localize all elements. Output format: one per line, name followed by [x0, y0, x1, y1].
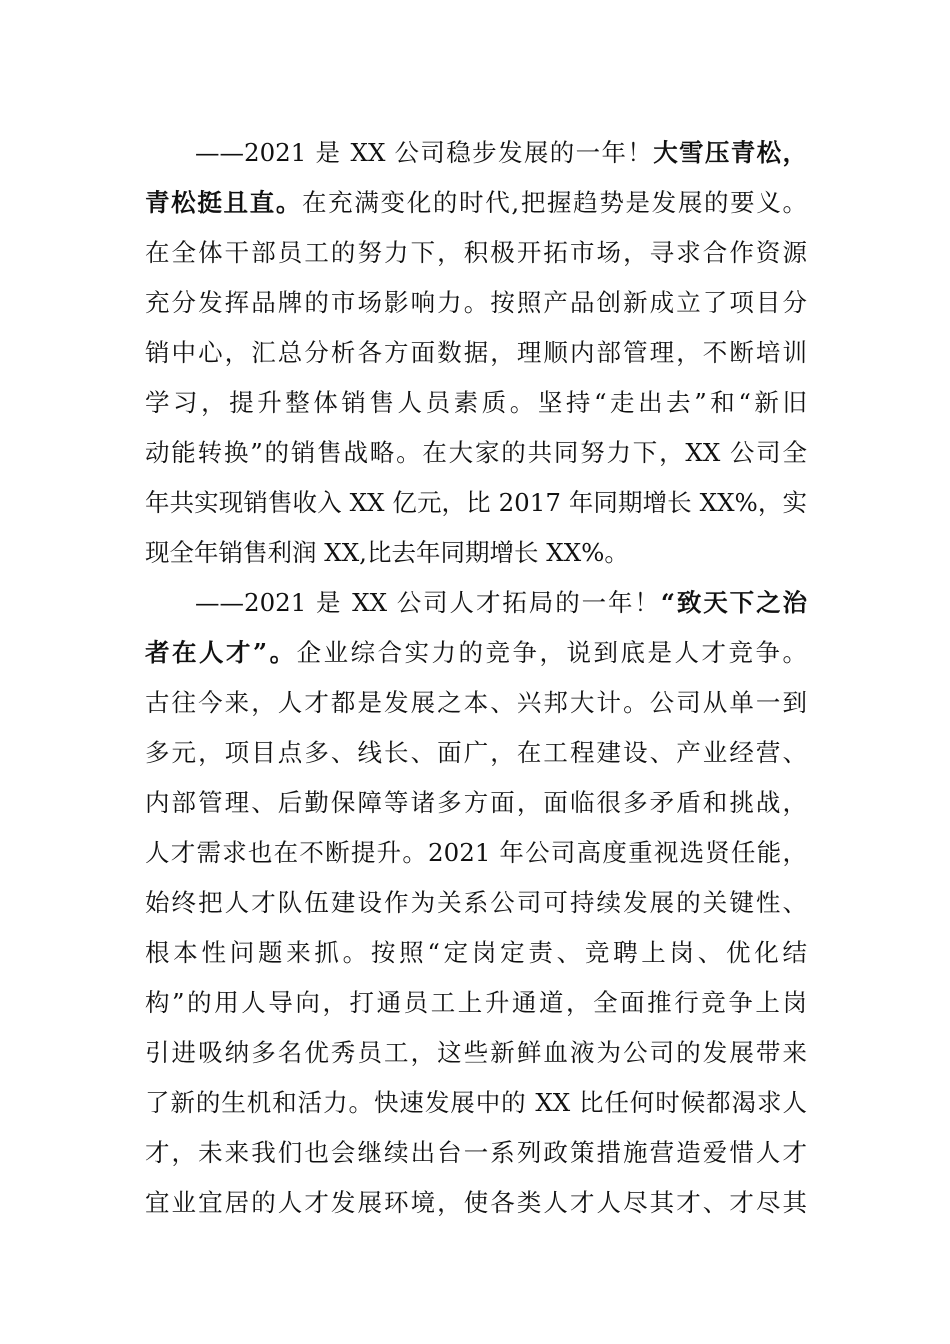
- paragraph-2-line-2: [145, 633, 807, 673]
- text-run: 学习，提升整体销售人员素质。坚持“走出去”和“新旧: [145, 388, 807, 417]
- text-run: 宜业宜居的人才发展环境，使各类人才人尽其才、才尽其: [145, 1188, 807, 1217]
- paragraph-2-line-3: [145, 683, 807, 723]
- text-run: 人才需求也在不断提升。2021 年公司高度重视选贤任能，: [145, 838, 807, 867]
- text-run: 了新的生机和活力。快速发展中的 XX 比任何时候都渴求人: [145, 1088, 807, 1117]
- text-run: 销中心，汇总分析各方面数据，理顺内部管理，不断培训: [145, 338, 807, 367]
- text-run: 始终把人才队伍建设作为关系公司可持续发展的关键性、: [145, 888, 807, 917]
- paragraph-2-line-1: [195, 583, 807, 623]
- paragraph-2-line-11: [145, 1083, 807, 1123]
- paragraph-2-line-10: [145, 1033, 807, 1073]
- text-run: 动能转换”的销售战略。在大家的共同努力下，XX 公司全: [145, 438, 807, 467]
- paragraph-1-line-5: [145, 333, 807, 373]
- paragraph-2-line-8: [145, 933, 807, 973]
- bold-text-run: 青松挺且直。: [145, 188, 303, 217]
- paragraph-1-line-7: [145, 433, 807, 473]
- text-run: ——2021 是 XX 公司人才拓局的一年！: [195, 588, 661, 617]
- paragraph-2-line-9: [145, 983, 807, 1023]
- text-run: 年共实现销售收入 XX 亿元，比 2017 年同期增长 XX%，实: [145, 488, 807, 517]
- paragraph-1-line-6: [145, 383, 807, 423]
- text-run: 企业综合实力的竞争，说到底是人才竞争。: [296, 638, 808, 667]
- text-run: 充分发挥品牌的市场影响力。按照产品创新成立了项目分: [145, 288, 807, 317]
- text-run: 在全体干部员工的努力下，积极开拓市场，寻求合作资源: [145, 238, 807, 267]
- paragraph-1-line-2: [145, 183, 807, 223]
- text-run: 引进吸纳多名优秀员工，这些新鲜血液为公司的发展带来: [145, 1038, 807, 1067]
- text-run: ——2021 是 XX 公司稳步发展的一年！: [195, 138, 654, 167]
- text-run: 现全年销售利润 XX,比去年同期增长 XX%。: [145, 538, 629, 567]
- text-run: 内部管理、后勤保障等诸多方面，面临很多矛盾和挑战，: [145, 788, 807, 817]
- paragraph-2-line-12: [145, 1133, 807, 1173]
- paragraph-1-line-4: [145, 283, 807, 323]
- bold-text-run: 大雪压青松，: [653, 138, 808, 167]
- bold-text-run: “致天下之治: [660, 588, 807, 617]
- paragraph-2-line-7: [145, 883, 807, 923]
- paragraph-1-line-3: [145, 233, 807, 273]
- paragraph-2-line-13: [145, 1183, 807, 1223]
- text-run: 古往今来，人才都是发展之本、兴邦大计。公司从单一到: [145, 688, 807, 717]
- text-run: 在充满变化的时代,把握趋势是发展的要义。: [302, 188, 807, 217]
- paragraph-1-line-9: [145, 533, 807, 573]
- paragraph-1-line-8: [145, 483, 807, 523]
- text-run: 多元，项目点多、线长、面广，在工程建设、产业经营、: [145, 738, 807, 767]
- bold-text-run: 者在人才”。: [145, 638, 297, 667]
- paragraph-2-line-5: [145, 783, 807, 823]
- paragraph-2-line-4: [145, 733, 807, 773]
- text-run: 构”的用人导向，打通员工上升通道，全面推行竞争上岗: [145, 988, 807, 1017]
- paragraph-1-line-1: [195, 133, 807, 173]
- text-run: 根本性问题来抓。按照“定岗定责、竞聘上岗、优化结: [145, 938, 807, 967]
- paragraph-2-line-6: [145, 833, 807, 873]
- text-run: 才，未来我们也会继续出台一系列政策措施营造爱惜人才: [145, 1138, 807, 1167]
